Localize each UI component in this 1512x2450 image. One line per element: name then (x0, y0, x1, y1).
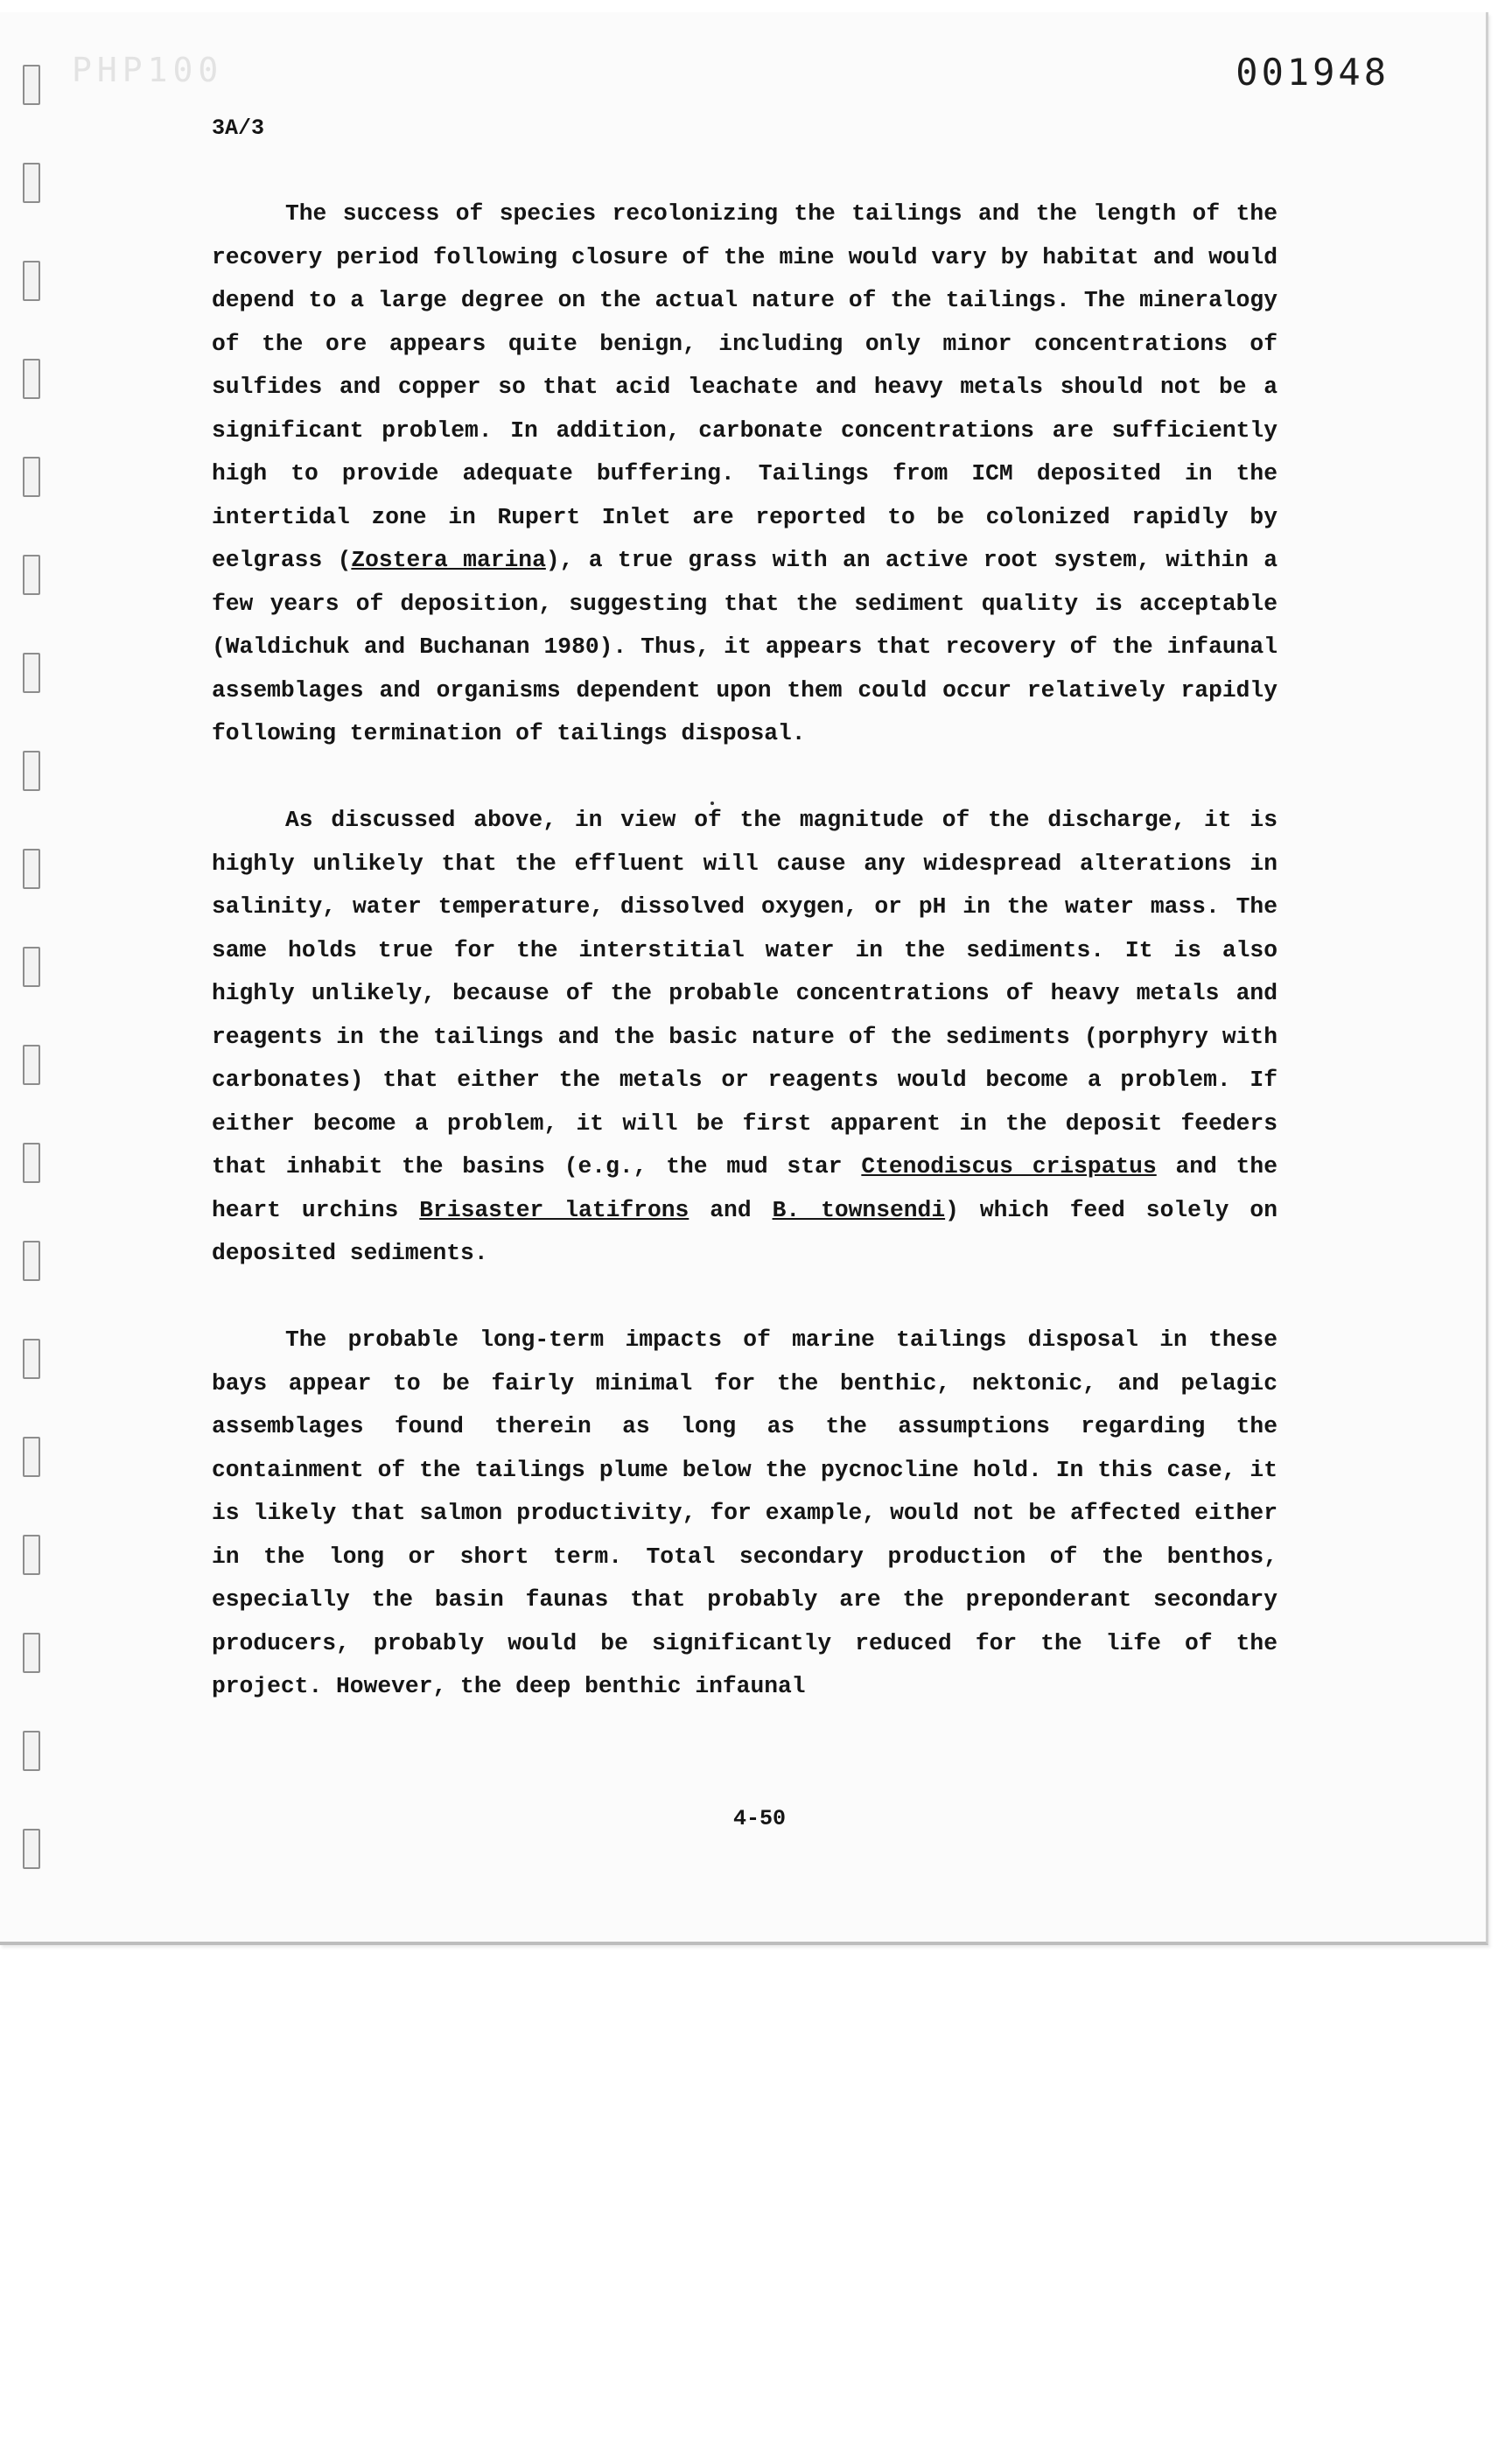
scanned-page (0, 12, 1488, 1945)
binder-hole (23, 359, 40, 399)
binder-hole (23, 1829, 40, 1869)
document-number: 001948 (1236, 51, 1390, 94)
paragraph-1-text-b: ), a true grass with an active root system, within a few years of deposition, suggesting that the sediment quality is acceptable (Waldichuk and Buchanan 1980). Thus, it appears that recovery of the infaunal assemblages and organisms dependent upon them could occur relatively rapidly following termination of tailings disposal. (212, 547, 1278, 746)
species-name: Zostera marina (351, 547, 546, 573)
binder-hole (23, 947, 40, 987)
binder-hole (23, 1633, 40, 1673)
body-text (212, 192, 1278, 1752)
binder-hole (23, 1731, 40, 1771)
binder-hole (23, 1045, 40, 1085)
binder-hole (23, 163, 40, 203)
faint-stamp: PHP100 (72, 51, 224, 89)
species-name: Brisaster latifrons (419, 1196, 690, 1223)
section-reference: 3A/3 (212, 116, 265, 141)
paragraph-1 (212, 192, 1278, 756)
binder-hole (23, 555, 40, 595)
binder-hole (23, 1535, 40, 1575)
species-name: Ctenodiscus crispatus (861, 1153, 1157, 1180)
species-name: B. townsendi (772, 1196, 946, 1223)
binder-hole (23, 1437, 40, 1477)
paragraph-3-text: The probable long-term impacts of marine tailings disposal in these bays appear to be fairly minimal for the benthic, nektonic, and pelagic assemblages found therein as long as the assumptions regarding the containment of the tailings plume below the pycnocline hold. In this case, it is likely that salmon productivity, for example, would not be affected either in the long or short term. Total secondary production of the benthos, especially the basin faunas that probably are the preponderant secondary producers, probably would be significantly reduced for the life of the project. However, the deep benthic infaunal (212, 1326, 1278, 1699)
paragraph-3 (212, 1319, 1278, 1709)
page-number: 4-50 (733, 1806, 787, 1831)
binder-hole (23, 849, 40, 889)
binder-hole (23, 1339, 40, 1379)
binder-hole (23, 457, 40, 497)
binder-hole (23, 751, 40, 791)
paragraph-2-text-a: As discussed above, in view of the magnitude of the discharge, it is highly unlikely that the effluent will cause any widespread alterations in salinity, water temperature, dissolved oxygen, or pH in the water mass. The same holds true for the interstitial water in the sediments. It is also highly unlikely, because of the probable concentrations of heavy metals and reagents in the tailings and the basic nature of the sediments (porphyry with carbonates) that either the metals or reagents would become a problem. If either become a problem, it will be first apparent in the deposit feeders that inhabit the basins (e.g., the mud star (212, 807, 1278, 1180)
binder-holes (23, 65, 46, 1911)
binder-hole (23, 1241, 40, 1281)
paragraph-2-text-d: ) which feed solely on deposited sediments. (212, 1196, 1278, 1266)
binder-hole (23, 653, 40, 693)
binder-hole (23, 1143, 40, 1183)
paragraph-2-text-c: and (689, 1196, 773, 1223)
binder-hole (23, 261, 40, 301)
paragraph-2 (212, 799, 1278, 1276)
paragraph-2-text-b: and the heart urchins (212, 1153, 1278, 1223)
paragraph-1-text-a: The success of species recolonizing the tailings and the length of the recovery period following closure of the mine would vary by habitat and would depend to a large degree on the actual nature of the tailings. The mineralogy of the ore appears quite benign, including only minor concentrations of sulfides and copper so that acid leachate and heavy metals should not be a significant problem. In addition, carbonate concentrations are sufficiently high to provide adequate buffering. Tailings from ICM deposited in the intertidal zone in Rupert Inlet are reported to be colonized rapidly by eelgrass ( (212, 200, 1278, 573)
binder-hole (23, 65, 40, 105)
scan-speck (710, 802, 714, 805)
